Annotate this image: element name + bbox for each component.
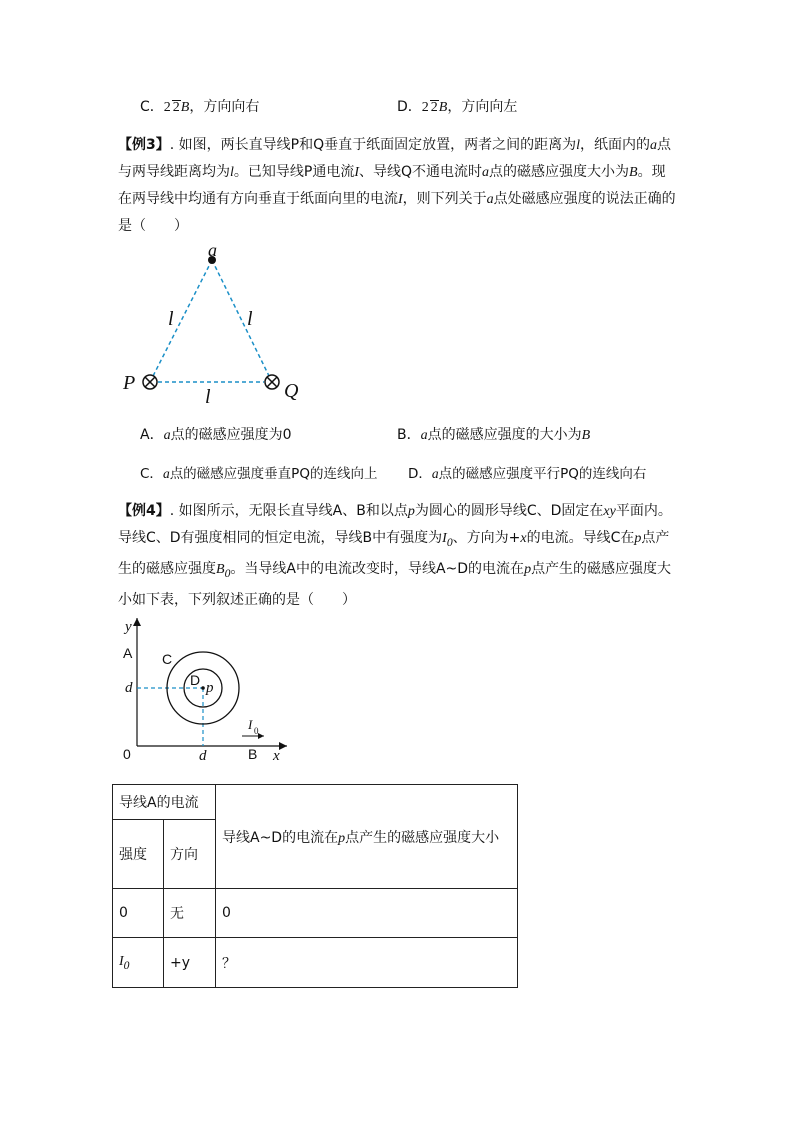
header-current: 导线A的电流 xyxy=(113,785,216,820)
label-a: a xyxy=(208,245,217,260)
header-strength: 强度 xyxy=(113,820,164,889)
label-q: Q xyxy=(284,380,299,402)
wire-q-icon xyxy=(265,375,279,389)
label-l-left: l xyxy=(168,308,174,330)
label-current-sub: 0 xyxy=(254,726,259,736)
label-current-i: I xyxy=(248,717,253,732)
example-3-question: 【例3】. 如图，两长直导线P和Q垂直于纸面固定放置，两者之间的距离为l，纸面内的a点与两导线距离均为l。已知导线P通电流I、导线Q不通电流时a点的磁感应强度大小为B。现在两导线中均通有方向垂直于纸面向里的电流I，则下列关于a点处磁感应强度的说法正确的是（ ） xyxy=(118,137,676,234)
cell-value: 0 xyxy=(216,889,518,938)
header-direction: 方向 xyxy=(164,820,216,889)
coordinate-figure xyxy=(112,612,302,768)
results-table xyxy=(112,784,518,988)
cell-value: ？ xyxy=(216,938,518,988)
ex3-option-c: C．a点的磁感应强度垂直PQ的连线向上 xyxy=(140,466,378,482)
label-origin: 0 xyxy=(123,746,131,762)
option-c-top: C．2 2B，方向向右 xyxy=(140,99,260,115)
label-wire-d: D xyxy=(190,672,201,688)
cell-strength: $I_0$ xyxy=(113,938,164,988)
x-axis-arrow-icon xyxy=(279,742,287,750)
ex3-option-b: B．a点的磁感应强度的大小为B xyxy=(397,427,591,443)
label-x: x xyxy=(273,748,280,764)
example-4-question: 【例4】. 如图所示，无限长直导线A、B和以点p为圆心的圆形导线C、D固定在xy平面内。导线C、D有强度相同的恒定电流，导线B中有强度为$I_0$、方向为+x的电流。导线C在p点产生的磁感应强度$B_0$。当导线A中的电流改变时，导线A~D的电流在p点产生的磁感应强度大小如下表，下列叙述正确的是（ ） xyxy=(118,503,672,608)
ex3-option-a: A．a点的磁感应强度为0 xyxy=(140,427,292,443)
triangle-figure xyxy=(110,245,310,405)
dashed-line-qa xyxy=(212,260,272,382)
current-arrow-icon xyxy=(258,733,264,739)
label-p-fig: p xyxy=(206,680,214,696)
table-row xyxy=(113,938,518,988)
label-l-right: l xyxy=(247,308,253,330)
dashed-line-pa xyxy=(150,260,212,382)
cell-strength: 0 xyxy=(113,889,164,938)
cell-direction: 无 xyxy=(164,889,216,938)
label-p: P xyxy=(123,372,136,394)
label-y: y xyxy=(125,619,132,635)
wire-p-icon xyxy=(143,375,157,389)
label-wire-b: B xyxy=(248,746,258,762)
label-l-bottom: l xyxy=(205,386,211,405)
table-row xyxy=(113,889,518,938)
header-result: 导线A~D的电流在p点产生的磁感应强度大小 xyxy=(216,785,518,889)
point-p xyxy=(201,686,205,690)
option-d-top: D．2 2B，方向向左 xyxy=(397,99,518,115)
y-axis-arrow-icon xyxy=(133,618,141,626)
cell-direction: +y xyxy=(164,938,216,988)
label-wire-a: A xyxy=(123,645,133,661)
label-wire-c: C xyxy=(162,651,173,667)
label-d-y: d xyxy=(125,680,133,696)
label-d-x: d xyxy=(199,748,207,764)
ex3-option-d: D．a点的磁感应强度平行PQ的连线向右 xyxy=(408,466,647,482)
